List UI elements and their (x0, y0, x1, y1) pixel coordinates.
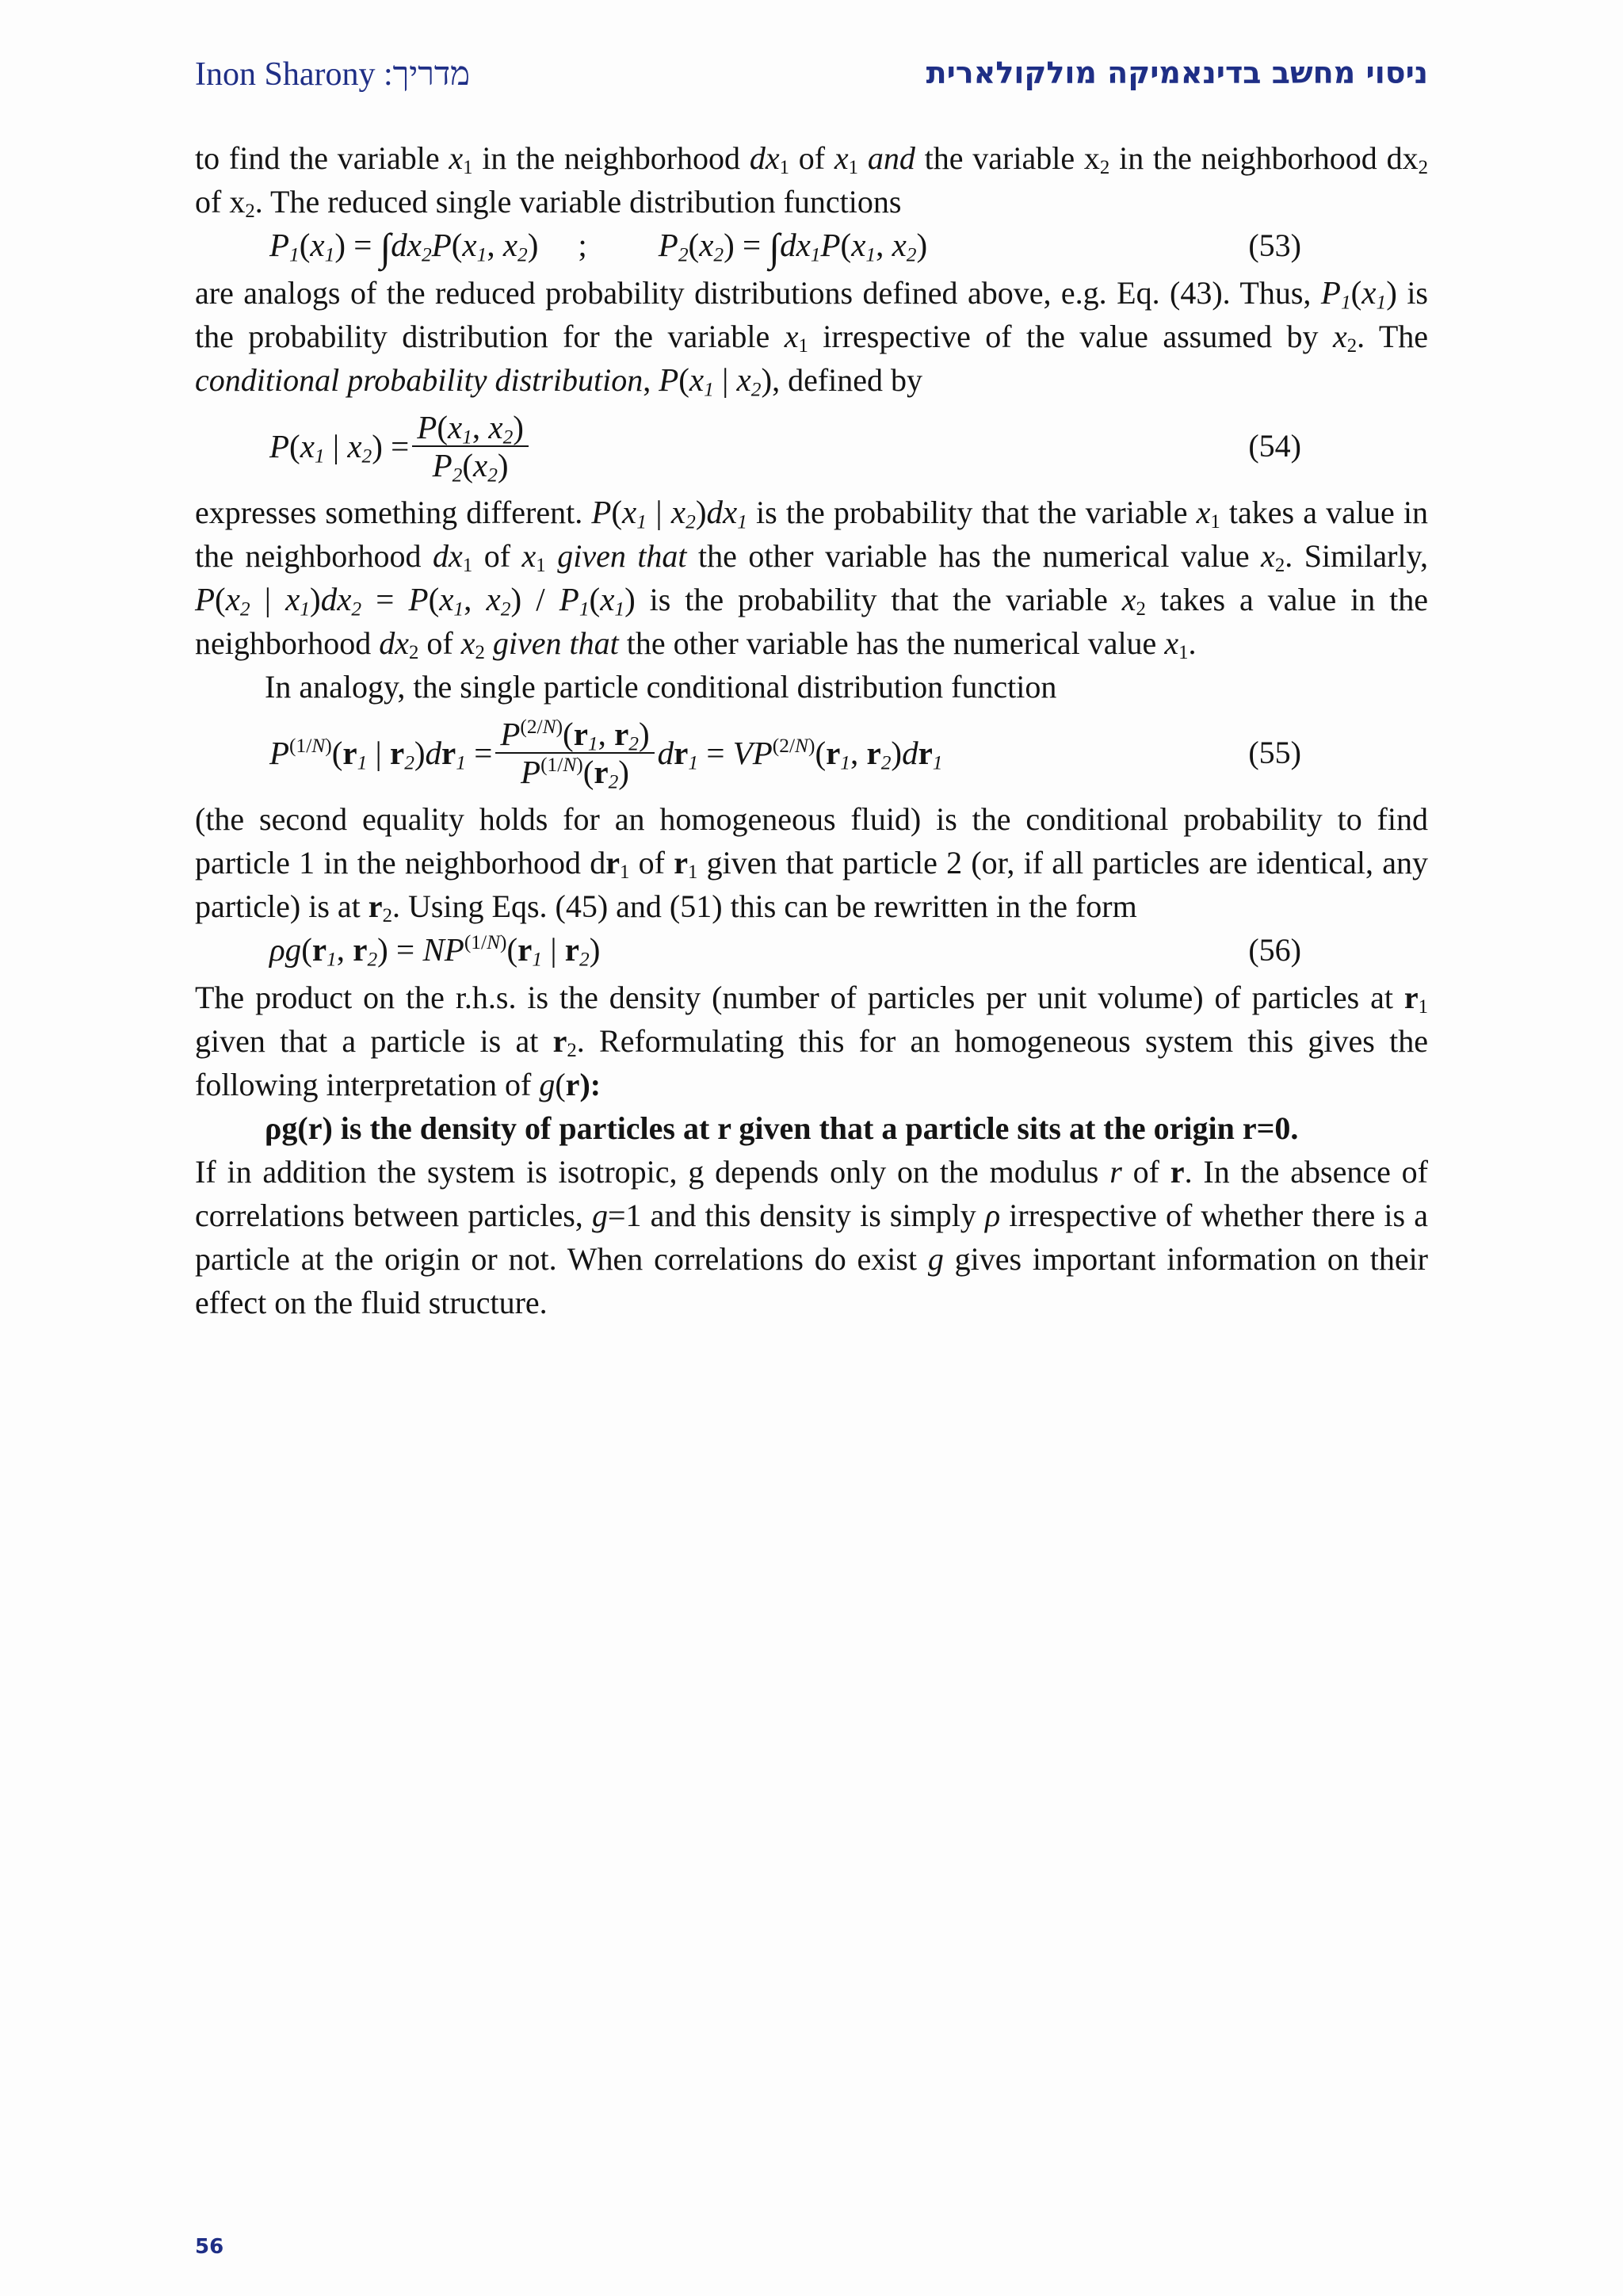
equation-54: $P(x_1$ | $x_2$) = $\frac{P(x_1, x_2)}{P_2(x_2)}$ (54) (269, 409, 1301, 487)
bold-statement: ρg(r) is the density of particles at r given that a particle sits at the origin r=0. (265, 1110, 1299, 1146)
equation-number: (54) (1248, 428, 1301, 464)
equation-number: (53) (1248, 227, 1301, 263)
paragraph-5: (the second equality holds for an homogeneous fluid) is the conditional probability to find particle 1 in the neighborhood $dr_1$ of $r_1$ given that particle 2 (or, if all particles are identical, any particle) is at $r_2$. Using Eqs. (45) and (51) this can be rewritten in the form (195, 801, 1428, 927)
paragraph-2: are analogs of the reduced probability distributions defined above, e.g. Eq. (43). Thus, $P_1(x_1)$ is the probability distribution for the variable $x_1$ irrespective of the value assumed by $x_2$. The conditional probability distribution, $P(x_1$ | $x_2$), defined by (195, 274, 1429, 401)
equation-55: $P^{(1/N)}(r_1$ | $r_2)dr_1$ = $\frac{P^{(2/N)}(r_1, r_2)}{P^{(1/N)}(r_2)}$ $dr_1 = VP^{(2/N)}(r_1$, $r_2)dr_1$ (55) (269, 715, 1301, 793)
document-body (195, 136, 1428, 1324)
header-course-title: ניסוי מחשב בדינאמיקה מולקולארית (926, 55, 1428, 90)
paragraph-6: The product on the r.h.s. is the density (number of particles per unit volume) of particles at $r_1$ given that a particle is at $r_2$. Reformulating this for an homogeneous system this gives the following interpretation of g(r): (195, 980, 1428, 1102)
paragraph-4: In analogy, the single particle conditional distribution function (265, 669, 1057, 705)
paragraph-1: to find the variable $x_1$ in the neighborhood $dx_1$ of $x_1$ and the variable $x_2$ in the neighborhood $dx_2$ of $x_2$. The reduced single variable distribution functions (195, 140, 1428, 223)
equation-number: (56) (1248, 932, 1301, 968)
equation-53: $P_1(x_1) = \int dx_2P(x_1$, $x_2$) ; $P_2(x_2) = \int dx_1P(x_1$, $x_2$) (53) (269, 225, 1301, 269)
equation-56: $\rho g(r_1$, $r_2) = NP^{(1/N)}(r_1$ | $r_2$) (56) (195, 928, 1428, 976)
equation-number: (55) (1248, 735, 1301, 770)
header-instructor: Inon Sharony :מדריך (195, 56, 471, 93)
page-number: 56 (195, 2235, 224, 2259)
paragraph-3: expresses something different. $P(x_1$ | $x_2)dx_1$ is the probability that the variable $x_1$ takes a value in the neighborhood $dx_1$ of $x_1$ given that the other variable has the numerical value $x_2$. Similarly, $P(x_2$ | $x_1)dx_2 = P(x_1$, $x_2) / P_1(x_1)$ is the probability that the variable $x_2$ takes a value in the neighborhood $dx_2$ of $x_2$ given that the other variable has the numerical value $x_1$. (195, 494, 1429, 664)
paragraph-7: If in addition the system is isotropic, g depends only on the modulus r of r. In the absence of correlations between particles, g=1 and this density is simply ρ irrespective of whether there is a particle at the origin or not. When correlations do exist g gives important information on their effect on the fluid structure. (195, 1154, 1429, 1320)
